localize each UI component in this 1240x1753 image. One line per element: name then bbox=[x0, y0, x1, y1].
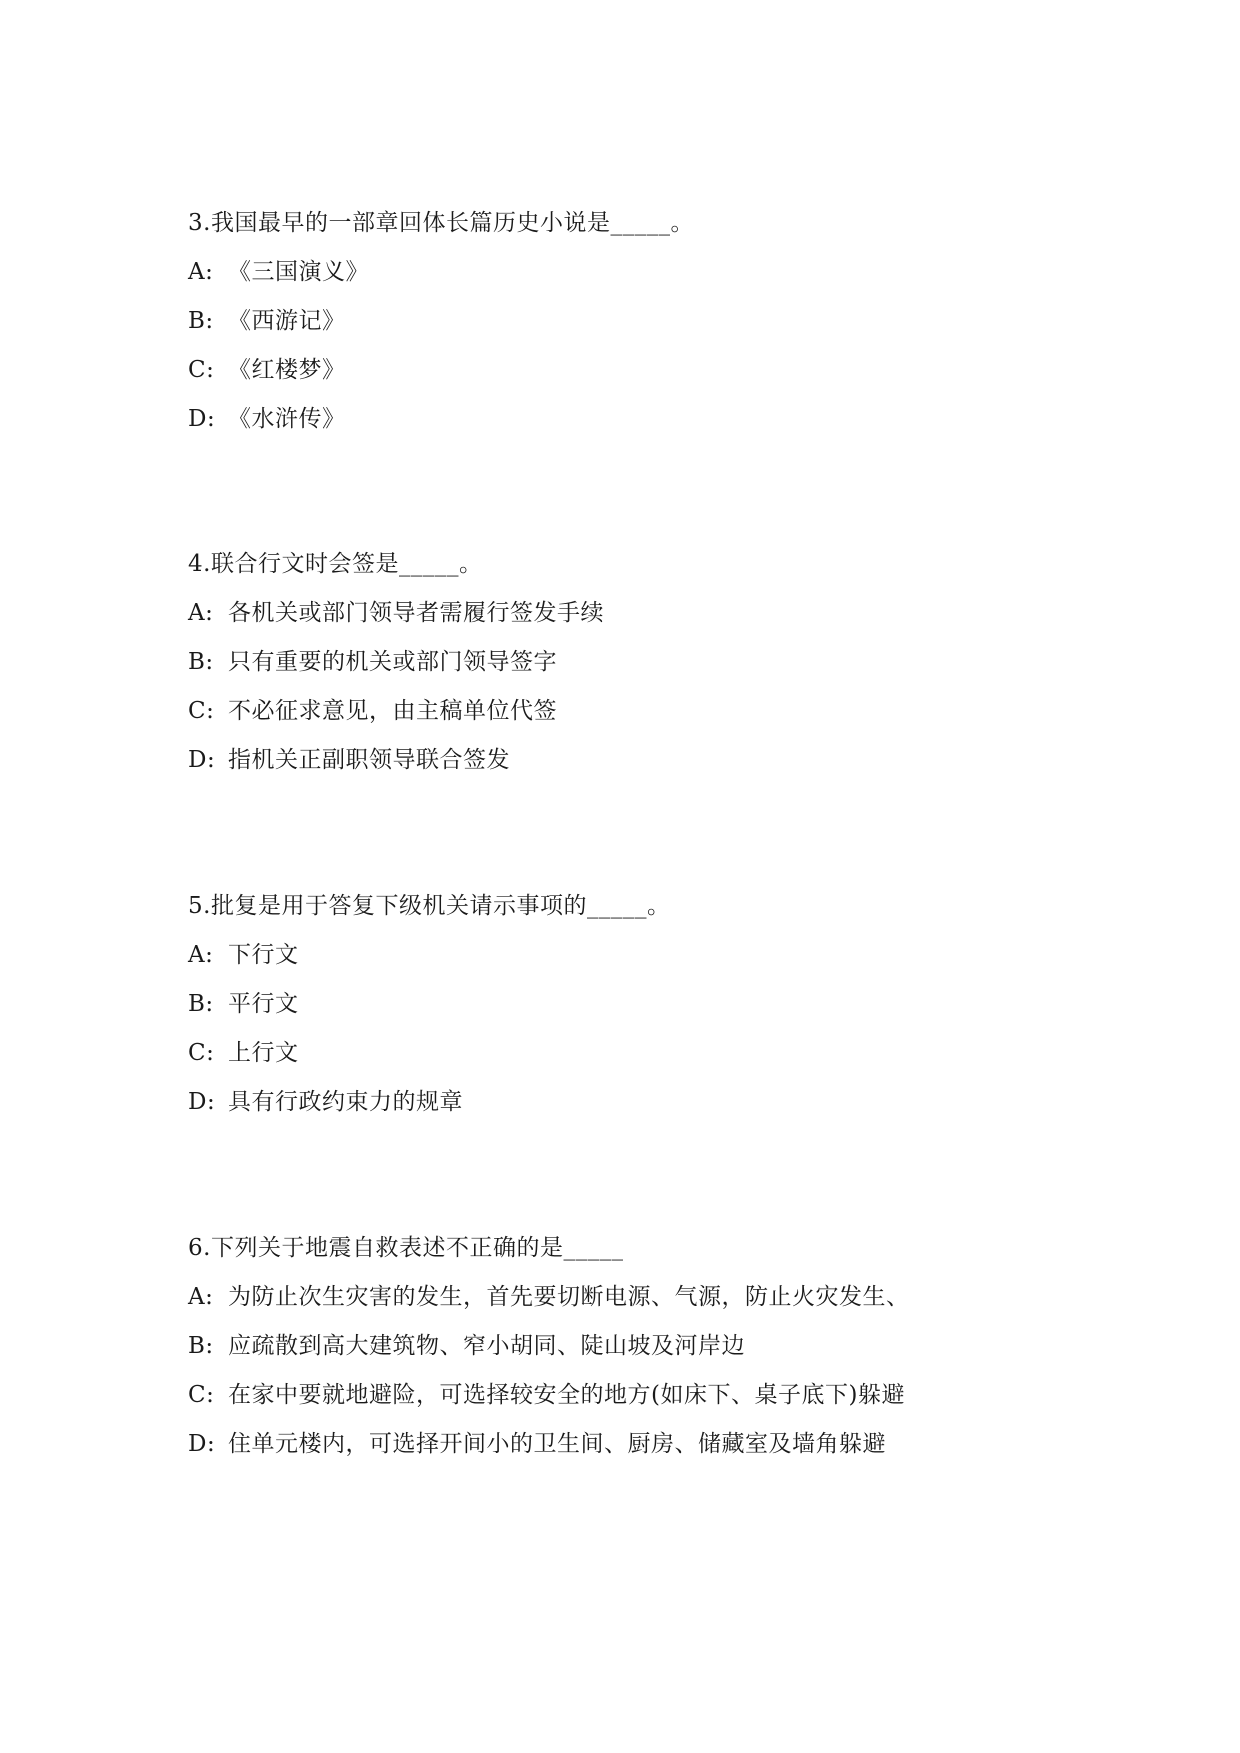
option-label: D: bbox=[188, 747, 216, 773]
question-3 bbox=[188, 208, 1188, 434]
option-a bbox=[188, 1282, 1188, 1312]
option-c bbox=[188, 1038, 1188, 1068]
option-d bbox=[188, 745, 1188, 775]
option-text: 平行文 bbox=[228, 991, 299, 1017]
option-text: 《三国演义》 bbox=[228, 259, 369, 285]
option-text: 《西游记》 bbox=[228, 308, 346, 334]
option-label: D: bbox=[188, 1431, 216, 1457]
option-d bbox=[188, 404, 1188, 434]
question-6 bbox=[188, 1233, 1188, 1459]
option-label: B: bbox=[188, 991, 214, 1017]
option-c bbox=[188, 355, 1188, 385]
option-text: 《水浒传》 bbox=[228, 406, 346, 432]
option-label: B: bbox=[188, 308, 214, 334]
option-c bbox=[188, 696, 1188, 726]
option-d bbox=[188, 1429, 1188, 1459]
option-text: 指机关正副职领导联合签发 bbox=[228, 747, 510, 773]
question-title: 3.我国最早的一部章回体长篇历史小说是_____。 bbox=[188, 210, 694, 236]
question-4 bbox=[188, 549, 1188, 775]
option-label: C: bbox=[188, 698, 215, 724]
option-label: C: bbox=[188, 1040, 215, 1066]
option-label: B: bbox=[188, 649, 214, 675]
option-label: A: bbox=[188, 1284, 214, 1310]
option-a bbox=[188, 257, 1188, 287]
option-label: C: bbox=[188, 357, 215, 383]
option-text: 在家中要就地避险，可选择较安全的地方(如床下、桌子底下)躲避 bbox=[228, 1382, 905, 1408]
option-text: 应疏散到高大建筑物、窄小胡同、陡山坡及河岸边 bbox=[228, 1333, 745, 1359]
option-label: D: bbox=[188, 406, 216, 432]
option-text: 为防止次生灾害的发生，首先要切断电源、气源，防止火灾发生、 bbox=[228, 1284, 910, 1310]
option-label: A: bbox=[188, 942, 214, 968]
option-b bbox=[188, 989, 1188, 1019]
option-text: 只有重要的机关或部门领导签字 bbox=[228, 649, 557, 675]
option-label: B: bbox=[188, 1333, 214, 1359]
question-title: 4.联合行文时会签是_____。 bbox=[188, 551, 483, 577]
option-a bbox=[188, 598, 1188, 628]
option-b bbox=[188, 647, 1188, 677]
option-b bbox=[188, 306, 1188, 336]
option-text: 不必征求意见，由主稿单位代签 bbox=[228, 698, 557, 724]
question-title: 5.批复是用于答复下级机关请示事项的_____。 bbox=[188, 893, 671, 919]
option-c bbox=[188, 1380, 1188, 1410]
option-label: D: bbox=[188, 1089, 216, 1115]
option-d bbox=[188, 1087, 1188, 1117]
option-text: 具有行政约束力的规章 bbox=[228, 1089, 463, 1115]
option-label: A: bbox=[188, 259, 214, 285]
option-text: 《红楼梦》 bbox=[228, 357, 346, 383]
option-label: C: bbox=[188, 1382, 215, 1408]
option-text: 各机关或部门领导者需履行签发手续 bbox=[228, 600, 604, 626]
option-text: 上行文 bbox=[228, 1040, 299, 1066]
option-text: 下行文 bbox=[228, 942, 299, 968]
option-a bbox=[188, 940, 1188, 970]
question-5 bbox=[188, 891, 1188, 1117]
option-text: 住单元楼内，可选择开间小的卫生间、厨房、储藏室及墙角躲避 bbox=[228, 1431, 886, 1457]
option-label: A: bbox=[188, 600, 214, 626]
question-title: 6.下列关于地震自救表述不正确的是_____ bbox=[188, 1235, 624, 1261]
option-b bbox=[188, 1331, 1188, 1361]
